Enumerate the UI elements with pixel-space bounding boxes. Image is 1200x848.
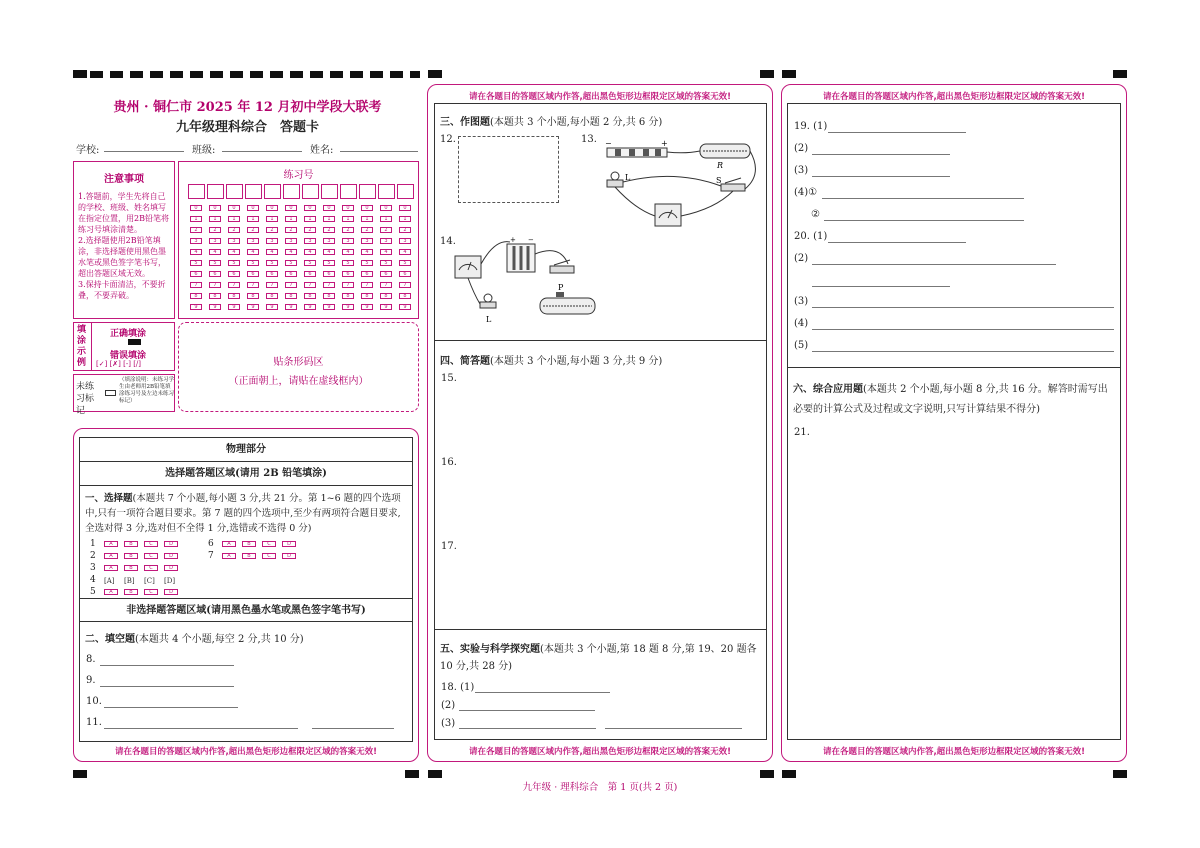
answer-line[interactable] — [812, 286, 950, 287]
practice-digit-bubble[interactable]: 4 — [247, 249, 259, 255]
practice-digit-bubble[interactable]: 0 — [323, 205, 335, 211]
practice-digit-bubble[interactable]: 0 — [380, 205, 392, 211]
lamp-label: L — [625, 173, 631, 182]
practice-digit-bubble[interactable]: 8 — [342, 293, 354, 299]
barcode-title: 贴条形码区 — [273, 357, 324, 368]
q19-part: ② — [811, 209, 820, 220]
unpracticed-label: 未练习标记 — [76, 382, 95, 416]
practice-digit-bubble[interactable]: 2 — [342, 227, 354, 233]
physics-title: 物理部分 — [80, 438, 412, 462]
answer-line[interactable] — [812, 176, 950, 177]
svg-text:−: − — [605, 139, 612, 148]
practice-digit-bubble[interactable]: 0 — [285, 205, 297, 211]
wrong-mark: [-] — [123, 360, 131, 368]
practice-digit-bubble[interactable]: 8 — [190, 293, 202, 299]
q17-label: 17. — [441, 541, 457, 552]
q13-label: 13. — [581, 134, 597, 145]
practice-digit-bubble[interactable]: 2 — [361, 227, 373, 233]
sec4-title: 四、简答题 — [440, 356, 490, 367]
warning-text: 请在各题目的答题区域内作答,超出黑色矩形边框限定区域的答案无效! — [468, 747, 732, 757]
practice-digit-cell[interactable] — [207, 184, 224, 199]
practice-digit-bubble[interactable]: 2 — [266, 227, 278, 233]
option-bubble[interactable]: C — [144, 553, 158, 559]
practice-digit-bubble[interactable]: 1 — [361, 216, 373, 222]
option-bubble[interactable]: A — [104, 553, 118, 559]
wrong-mark: [/] — [133, 360, 142, 368]
option-bubble[interactable]: B — [124, 565, 138, 571]
practice-digit-bubble[interactable]: 7 — [209, 282, 221, 288]
page-footer: 九年级 · 理科综合 第 1 页(共 2 页) — [522, 782, 678, 793]
practice-digit-bubble[interactable]: 7 — [361, 282, 373, 288]
lamp-label: L — [486, 315, 492, 324]
svg-text:+: + — [510, 236, 516, 244]
practice-digit-bubble[interactable]: 3 — [266, 238, 278, 244]
practice-digit-cell[interactable] — [264, 184, 281, 199]
practice-digit-bubble[interactable]: 9 — [361, 304, 373, 310]
column-3-answer-box — [787, 103, 1121, 740]
practice-digit-bubble[interactable]: 4 — [209, 249, 221, 255]
practice-digit-bubble[interactable]: 4 — [323, 249, 335, 255]
practice-digit-cell[interactable] — [340, 184, 357, 199]
practice-digit-bubble[interactable]: 5 — [380, 260, 392, 266]
practice-digit-bubble[interactable]: 0 — [266, 205, 278, 211]
warning-text: 请在各题目的答题区域内作答,超出黑色矩形边框限定区域的答案无效! — [114, 747, 378, 757]
option-bubble[interactable]: [C] — [144, 577, 155, 585]
practice-digit-bubble[interactable]: 8 — [380, 293, 392, 299]
practice-digit-bubble[interactable]: 2 — [399, 227, 411, 233]
barcode-note: （正面朝上，请贴在虚线框内） — [228, 376, 369, 387]
fill-example-label: 填涂示例 — [77, 325, 87, 368]
practice-digit-bubble[interactable]: 3 — [285, 238, 297, 244]
q18-part: (3) — [441, 718, 456, 729]
practice-digit-bubble[interactable]: 5 — [209, 260, 221, 266]
blank-label: 9. — [86, 675, 96, 686]
q14-circuit-figure — [450, 234, 625, 329]
practice-digit-bubble[interactable]: 2 — [323, 227, 335, 233]
question-number: 2 — [90, 551, 96, 561]
practice-digit-bubble[interactable]: 6 — [266, 271, 278, 277]
practice-digit-bubble[interactable]: 8 — [304, 293, 316, 299]
practice-digit-bubble[interactable]: 5 — [342, 260, 354, 266]
practice-digit-bubble[interactable]: 4 — [399, 249, 411, 255]
practice-digit-bubble[interactable]: 5 — [190, 260, 202, 266]
practice-digit-bubble[interactable]: 9 — [266, 304, 278, 310]
practice-digit-cell[interactable] — [378, 184, 395, 199]
notice-item: 2.选择题使用2B铅笔填涂，非选择题使用黑色墨水笔或黑色签字笔书写，超出答题区域无效。 — [78, 236, 166, 278]
practice-digit-bubble[interactable]: 8 — [228, 293, 240, 299]
practice-digit-cell[interactable] — [321, 184, 338, 199]
option-bubble[interactable]: C — [144, 541, 158, 547]
practice-digit-bubble[interactable]: 9 — [342, 304, 354, 310]
q21-label: 21. — [794, 427, 810, 438]
answer-line[interactable] — [828, 242, 966, 243]
q15-label: 15. — [441, 373, 457, 384]
option-bubble[interactable]: [A] — [104, 577, 115, 585]
practice-digit-bubble[interactable]: 2 — [304, 227, 316, 233]
practice-digit-bubble[interactable]: 5 — [399, 260, 411, 266]
answer-line[interactable] — [100, 665, 234, 666]
switch-label: S — [716, 176, 722, 185]
option-bubble[interactable]: B — [242, 541, 256, 547]
practice-digit-bubble[interactable]: 7 — [247, 282, 259, 288]
practice-digit-bubble[interactable]: 4 — [304, 249, 316, 255]
practice-digit-cell[interactable] — [397, 184, 414, 199]
wrong-mark: [✓] — [96, 360, 108, 368]
practice-digit-bubble[interactable]: 1 — [247, 216, 259, 222]
practice-digit-bubble[interactable]: 5 — [228, 260, 240, 266]
column-2-answer-box — [434, 103, 767, 740]
practice-digit-bubble[interactable]: 8 — [285, 293, 297, 299]
question-number: 6 — [208, 539, 214, 549]
answer-line[interactable] — [459, 710, 595, 711]
warning-text: 请在各题目的答题区域内作答,超出黑色矩形边框限定区域的答案无效! — [468, 92, 732, 102]
practice-digit-bubble[interactable]: 2 — [228, 227, 240, 233]
sec2-title: 二、填空题 — [85, 634, 135, 645]
correct-fill-label: 正确填涂 — [110, 329, 147, 339]
answer-line[interactable] — [812, 351, 1114, 352]
practice-digit-cell[interactable] — [226, 184, 243, 199]
option-bubble[interactable]: A — [222, 553, 236, 559]
practice-digit-bubble[interactable]: 1 — [285, 216, 297, 222]
q20-part: (5) — [794, 340, 809, 351]
practice-digit-bubble[interactable]: 3 — [247, 238, 259, 244]
q19-part: (2) — [794, 143, 809, 154]
option-bubble[interactable]: [B] — [124, 577, 135, 585]
practice-digit-bubble[interactable]: 3 — [209, 238, 221, 244]
option-bubble[interactable]: B — [124, 589, 138, 595]
question-number: 4 — [90, 575, 96, 585]
practice-digit-bubble[interactable]: 5 — [247, 260, 259, 266]
sec2-desc: (本题共 4 个小题,每空 2 分,共 10 分) — [135, 634, 304, 645]
practice-digit-bubble[interactable]: 6 — [228, 271, 240, 277]
unpracticed-note: （填涂说明：未练习学生由老师用2B铅笔填涂练习号及左边未练习标记） — [119, 377, 175, 404]
answer-line[interactable] — [824, 220, 1024, 221]
practice-digit-bubble[interactable]: 0 — [342, 205, 354, 211]
answer-line[interactable] — [822, 198, 1024, 199]
q19-part: 19. (1) — [794, 121, 828, 132]
option-bubble[interactable]: D — [164, 553, 178, 559]
q20-part: 20. (1) — [794, 231, 828, 242]
answer-line[interactable] — [605, 728, 742, 729]
practice-digit-bubble[interactable]: 3 — [304, 238, 316, 244]
practice-digit-bubble[interactable]: 7 — [228, 282, 240, 288]
practice-digit-bubble[interactable]: 7 — [304, 282, 316, 288]
notice-item: 3.保持卡面清洁，不要折叠，不要弄破。 — [78, 280, 166, 300]
option-bubble[interactable]: [D] — [164, 577, 176, 585]
practice-digit-bubble[interactable]: 9 — [190, 304, 202, 310]
q19-part: (4)① — [794, 187, 818, 198]
sec1-desc: (本题共 7 个小题,每小题 3 分,共 21 分。第 1~6 题的四个选项中,只有一项符合题目要求。第 7 题的四个选项中,至少有两项符合题目要求,全选对得 3 分,选对但不全得 1 分,选错或不选得 0 分) — [85, 493, 401, 534]
practice-digit-bubble[interactable]: 1 — [266, 216, 278, 222]
practice-number-box — [178, 161, 419, 319]
practice-digit-bubble[interactable]: 3 — [399, 238, 411, 244]
practice-digit-bubble[interactable]: 5 — [285, 260, 297, 266]
blank-label: 10. — [86, 696, 102, 707]
question-number: 7 — [208, 551, 214, 561]
practice-digit-bubble[interactable]: 0 — [304, 205, 316, 211]
practice-digit-bubble[interactable]: 1 — [323, 216, 335, 222]
q20-part: (2) — [794, 253, 809, 264]
warning-text: 请在各题目的答题区域内作答,超出黑色矩形边框限定区域的答案无效! — [822, 92, 1086, 102]
practice-digit-bubble[interactable]: 4 — [190, 249, 202, 255]
fill-example-box — [73, 322, 175, 371]
practice-digit-bubble[interactable]: 8 — [399, 293, 411, 299]
practice-digit-bubble[interactable]: 3 — [342, 238, 354, 244]
practice-digit-bubble[interactable]: 9 — [247, 304, 259, 310]
practice-digit-bubble[interactable]: 0 — [247, 205, 259, 211]
option-bubble[interactable]: B — [124, 541, 138, 547]
practice-digit-cell[interactable] — [302, 184, 319, 199]
practice-digit-bubble[interactable]: 0 — [209, 205, 221, 211]
practice-digit-bubble[interactable]: 5 — [304, 260, 316, 266]
q18-part: (2) — [441, 700, 456, 711]
rheostat-label: R — [717, 161, 724, 170]
practice-digit-bubble[interactable]: 2 — [190, 227, 202, 233]
practice-digit-bubble[interactable]: 9 — [304, 304, 316, 310]
practice-digit-bubble[interactable]: 9 — [380, 304, 392, 310]
practice-digit-bubble[interactable]: 6 — [190, 271, 202, 277]
practice-digit-bubble[interactable]: 4 — [380, 249, 392, 255]
practice-digit-cell[interactable] — [188, 184, 205, 199]
q16-label: 16. — [441, 457, 457, 468]
choice-area-title: 选择题答题区域(请用 2B 铅笔填涂) — [80, 462, 412, 486]
q12-drawing-area[interactable] — [458, 136, 559, 203]
answer-line[interactable] — [812, 307, 1114, 308]
answer-line[interactable] — [812, 264, 1056, 265]
q14-label: 14. — [440, 236, 456, 247]
name-label: 姓名: — [310, 145, 334, 156]
practice-digit-bubble[interactable]: 4 — [342, 249, 354, 255]
sec5-desc: (本题共 3 个小题,第 18 题 8 分,第 19、20 题各 10 分,共 28 分) — [440, 644, 757, 672]
practice-digit-cell[interactable] — [283, 184, 300, 199]
practice-digit-bubble[interactable]: 6 — [209, 271, 221, 277]
sec3-desc: (本题共 3 个小题,每小题 2 分,共 6 分) — [490, 117, 663, 128]
sec5-title: 五、实验与科学探究题 — [440, 644, 540, 655]
practice-digit-bubble[interactable]: 9 — [399, 304, 411, 310]
school-label: 学校: — [76, 145, 100, 156]
option-bubble[interactable]: A — [104, 589, 118, 595]
correct-fill-sample — [128, 339, 141, 345]
sec6-desc: (本题共 2 个小题,每小题 8 分,共 16 分。解答时需写出必要的计算公式及过程或文字说明,只写计算结果不得分) — [793, 384, 1108, 415]
sec1-title: 一、选择题 — [85, 493, 133, 504]
svg-text:+: + — [661, 139, 668, 148]
q18-part: 18. (1) — [441, 682, 475, 693]
practice-digit-bubble[interactable]: 2 — [380, 227, 392, 233]
practice-digit-bubble[interactable]: 6 — [304, 271, 316, 277]
practice-digit-bubble[interactable]: 3 — [361, 238, 373, 244]
answer-line[interactable] — [312, 728, 394, 729]
practice-digit-cell[interactable] — [359, 184, 376, 199]
practice-digit-bubble[interactable]: 6 — [342, 271, 354, 277]
option-bubble[interactable]: B — [124, 553, 138, 559]
blank-label: 11. — [86, 717, 102, 728]
answer-line[interactable] — [100, 686, 234, 687]
nonchoice-area-title: 非选择题答题区域(请用黑色墨水笔或黑色签字笔书写) — [80, 598, 412, 622]
practice-digit-bubble[interactable]: 7 — [285, 282, 297, 288]
option-bubble[interactable]: D — [164, 541, 178, 547]
question-number: 5 — [90, 587, 96, 597]
wrong-mark: [✗] — [109, 360, 121, 368]
wrong-fill-label: 错误填涂 — [110, 351, 147, 361]
practice-digit-bubble[interactable]: 9 — [228, 304, 240, 310]
q19-part: (3) — [794, 165, 809, 176]
question-number: 3 — [90, 563, 96, 573]
notice-item: 1.答题前，学生先将自己的学校、班级、姓名填写在指定位置，用2B铅笔将练习号填涂清楚。 — [78, 192, 169, 234]
answer-line[interactable] — [475, 692, 610, 693]
practice-digit-cell[interactable] — [245, 184, 262, 199]
practice-digit-bubble[interactable]: 1 — [190, 216, 202, 222]
answer-line[interactable] — [104, 728, 298, 729]
warning-text: 请在各题目的答题区域内作答,超出黑色矩形边框限定区域的答案无效! — [822, 747, 1086, 757]
practice-digit-bubble[interactable]: 3 — [323, 238, 335, 244]
name-field[interactable] — [340, 151, 418, 152]
exam-title: 贵州 · 铜仁市 2025 年 12 月初中学段大联考 — [113, 100, 382, 115]
practice-digit-bubble[interactable]: 3 — [380, 238, 392, 244]
practice-digit-bubble[interactable]: 8 — [266, 293, 278, 299]
q12-label: 12. — [440, 134, 456, 145]
practice-digit-bubble[interactable]: 1 — [399, 216, 411, 222]
answer-line[interactable] — [812, 154, 950, 155]
option-bubble[interactable]: A — [222, 541, 236, 547]
practice-digit-bubble[interactable]: 7 — [380, 282, 392, 288]
option-bubble[interactable]: D — [164, 589, 178, 595]
practice-digit-bubble[interactable]: 1 — [304, 216, 316, 222]
practice-digit-bubble[interactable]: 5 — [361, 260, 373, 266]
answer-line[interactable] — [812, 329, 1114, 330]
blank-label: 8. — [86, 654, 96, 665]
practice-number-title: 练习号 — [283, 170, 314, 181]
school-field[interactable] — [104, 151, 184, 152]
practice-digit-bubble[interactable]: 8 — [209, 293, 221, 299]
practice-digit-bubble[interactable]: 9 — [285, 304, 297, 310]
practice-digit-bubble[interactable]: 7 — [190, 282, 202, 288]
practice-digit-bubble[interactable]: 2 — [209, 227, 221, 233]
practice-digit-bubble[interactable]: 1 — [228, 216, 240, 222]
practice-digit-bubble[interactable]: 8 — [361, 293, 373, 299]
option-bubble[interactable]: C — [262, 541, 276, 547]
answer-line[interactable] — [104, 707, 238, 708]
class-field[interactable] — [222, 151, 302, 152]
practice-digit-bubble[interactable]: 1 — [342, 216, 354, 222]
practice-digit-bubble[interactable]: 2 — [247, 227, 259, 233]
practice-digit-bubble[interactable]: 6 — [247, 271, 259, 277]
practice-digit-bubble[interactable]: 7 — [266, 282, 278, 288]
q20-part: (4) — [794, 318, 809, 329]
physics-answer-box — [79, 437, 413, 742]
practice-digit-bubble[interactable]: 4 — [285, 249, 297, 255]
practice-digit-bubble[interactable]: 8 — [323, 293, 335, 299]
practice-digit-bubble[interactable]: 7 — [399, 282, 411, 288]
practice-digit-bubble[interactable]: 6 — [399, 271, 411, 277]
practice-digit-bubble[interactable]: 1 — [380, 216, 392, 222]
practice-digit-bubble[interactable]: 6 — [323, 271, 335, 277]
practice-digit-bubble[interactable]: 9 — [209, 304, 221, 310]
option-bubble[interactable]: D — [282, 553, 296, 559]
q20-part: (3) — [794, 296, 809, 307]
question-number: 1 — [90, 539, 96, 549]
practice-digit-bubble[interactable]: 5 — [266, 260, 278, 266]
practice-digit-bubble[interactable]: 6 — [361, 271, 373, 277]
practice-digit-bubble[interactable]: 7 — [342, 282, 354, 288]
answer-line[interactable] — [459, 728, 596, 729]
option-bubble[interactable]: B — [242, 553, 256, 559]
option-bubble[interactable]: C — [262, 553, 276, 559]
practice-digit-bubble[interactable]: 1 — [209, 216, 221, 222]
practice-digit-bubble[interactable]: 7 — [323, 282, 335, 288]
option-bubble[interactable]: A — [104, 565, 118, 571]
practice-digit-bubble[interactable]: 8 — [247, 293, 259, 299]
sec6-title: 六、综合应用题 — [793, 384, 863, 395]
option-bubble[interactable]: D — [282, 541, 296, 547]
notice-title: 注意事项 — [104, 174, 144, 185]
practice-digit-bubble[interactable]: 6 — [380, 271, 392, 277]
practice-digit-bubble[interactable]: 2 — [285, 227, 297, 233]
practice-digit-bubble[interactable]: 4 — [361, 249, 373, 255]
sec4-desc: (本题共 3 个小题,每小题 3 分,共 9 分) — [490, 356, 663, 367]
timing-marks-top — [90, 71, 420, 78]
option-bubble[interactable]: D — [164, 565, 178, 571]
practice-digit-bubble[interactable]: 0 — [361, 205, 373, 211]
svg-text:−: − — [528, 236, 534, 244]
notice-box — [73, 161, 175, 319]
practice-digit-bubble[interactable]: 4 — [266, 249, 278, 255]
practice-digit-bubble[interactable]: 3 — [190, 238, 202, 244]
unpracticed-checkbox[interactable] — [105, 390, 116, 396]
sec3-title: 三、作图题 — [440, 117, 490, 128]
practice-digit-bubble[interactable]: 5 — [323, 260, 335, 266]
option-bubble[interactable]: A — [104, 541, 118, 547]
practice-digit-bubble[interactable]: 6 — [285, 271, 297, 277]
barcode-area — [178, 322, 419, 412]
practice-digit-bubble[interactable]: 3 — [228, 238, 240, 244]
practice-digit-bubble[interactable]: 0 — [399, 205, 411, 211]
practice-digit-bubble[interactable]: 0 — [228, 205, 240, 211]
unpracticed-box — [73, 374, 175, 416]
practice-digit-bubble[interactable]: 4 — [228, 249, 240, 255]
practice-digit-bubble[interactable]: 0 — [190, 205, 202, 211]
class-label: 班级: — [192, 145, 216, 156]
answer-line[interactable] — [828, 132, 966, 133]
option-bubble[interactable]: C — [144, 565, 158, 571]
q13-circuit-figure — [595, 134, 765, 239]
slider-label: P — [558, 283, 564, 292]
option-bubble[interactable]: C — [144, 589, 158, 595]
card-subtitle: 九年级理科综合 答题卡 — [175, 120, 319, 135]
practice-digit-bubble[interactable]: 9 — [323, 304, 335, 310]
